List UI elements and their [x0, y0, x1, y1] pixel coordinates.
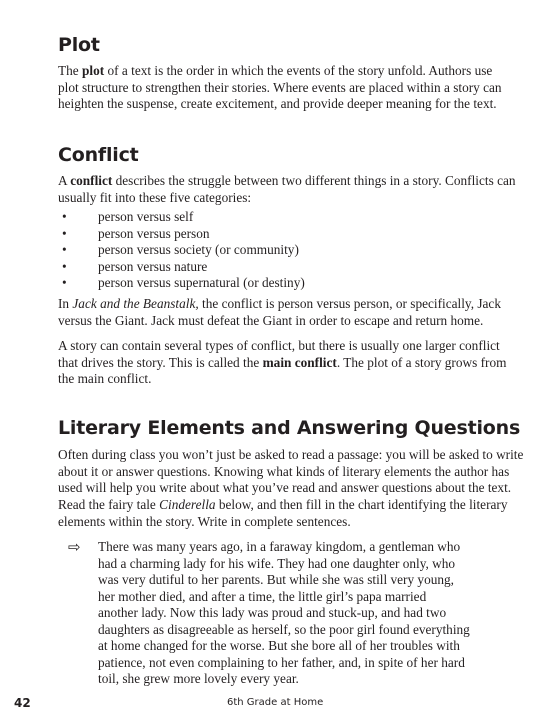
text-line: The plot of a text is the order in which the events of the story unfold. Authors use: [58, 63, 493, 78]
excerpt-text: [98, 539, 470, 688]
conflict-intro-paragraph: [58, 173, 528, 206]
text-line: versus the Giant. Jack must defeat the Giant in order to escape and return home.: [58, 312, 484, 328]
text-line: Often during class you won’t just be asked to read a passage: you will be asked to write: [58, 447, 524, 462]
footer-title: 6th Grade at Home: [227, 697, 324, 708]
text-line: A story can contain several types of conflict, but there is usually one larger conflict: [58, 338, 500, 353]
main-conflict-paragraph: [58, 338, 528, 388]
literary-elements-heading: Literary Elements and Answering Questions: [58, 417, 521, 439]
excerpt-line: patience, not even complaining to her father, and, in spite of her hard: [98, 654, 465, 670]
excerpt-line: was very dutiful to her parents. But while she was still very young,: [98, 572, 454, 587]
conflict-categories-list: [58, 209, 305, 292]
text-line: that drives the story. This is called the main conflict. The plot of a story grows from: [58, 354, 507, 370]
bullet-icon: •: [62, 225, 67, 241]
arrow-right-icon: ⇨: [68, 538, 81, 556]
excerpt-line: There was many years ago, in a faraway kingdom, a gentleman who: [98, 539, 461, 554]
text-line: heighten the suspense, create excitement, and provide deeper meaning for the text.: [58, 96, 497, 111]
literary-intro-paragraph: [58, 447, 528, 497]
excerpt-line: at home changed for the worse. But she bore all of her troubles with: [98, 638, 460, 653]
plot-heading: Plot: [58, 34, 100, 56]
bullet-icon: •: [62, 258, 67, 274]
list-item: • person versus self: [62, 209, 194, 224]
bullet-icon: •: [62, 242, 67, 257]
list-item: • person versus society (or community): [62, 242, 299, 257]
text-line: In Jack and the Beanstalk, the conflict is person versus person, or specifically, Jack: [58, 296, 501, 311]
text-line: usually fit into these five categories:: [58, 189, 252, 205]
bullet-icon: •: [62, 209, 67, 224]
list-item: • person versus nature: [62, 258, 208, 274]
excerpt-line: another lady. Now this lady was proud and stuck-up, and had two: [98, 605, 447, 620]
text-line: elements within the story. Write in complete sentences.: [58, 513, 351, 529]
list-item: • person versus supernatural (or destiny): [62, 275, 305, 290]
excerpt-line: daughters as disagreeable as herself, so the poor girl found everything: [98, 621, 470, 637]
page-footer: [0, 696, 560, 712]
text-line: the main conflict.: [58, 371, 152, 386]
text-line: plot structure to strengthen their stories. Where events are placed within a story can: [58, 79, 502, 95]
text-line: A conflict describes the struggle between two different things in a story. Conflicts can: [58, 173, 516, 188]
excerpt-line: had a charming lady for his wife. They had one daughter only, who: [98, 555, 456, 571]
list-item: • person versus person: [62, 225, 210, 241]
cinderella-instructions-paragraph: [58, 497, 528, 530]
conflict-example-paragraph: [58, 296, 528, 329]
text-line: about it or answer questions. Knowing what kinds of literary elements the author has: [58, 463, 510, 479]
cinderella-excerpt: [68, 538, 470, 688]
text-line: used will help you write about what you’ve read and answer questions about the text.: [58, 480, 512, 495]
plot-paragraph: [58, 63, 528, 113]
excerpt-line: toil, she grew more lovely every year.: [98, 671, 299, 686]
bullet-icon: •: [62, 275, 67, 290]
text-line: Read the fairy tale Cinderella below, and then fill in the chart identifying the literary: [58, 497, 508, 512]
conflict-heading: Conflict: [58, 144, 139, 166]
excerpt-line: her mother died, and after a time, the little girl’s papa married: [98, 588, 427, 604]
page-number: 42: [14, 696, 31, 710]
